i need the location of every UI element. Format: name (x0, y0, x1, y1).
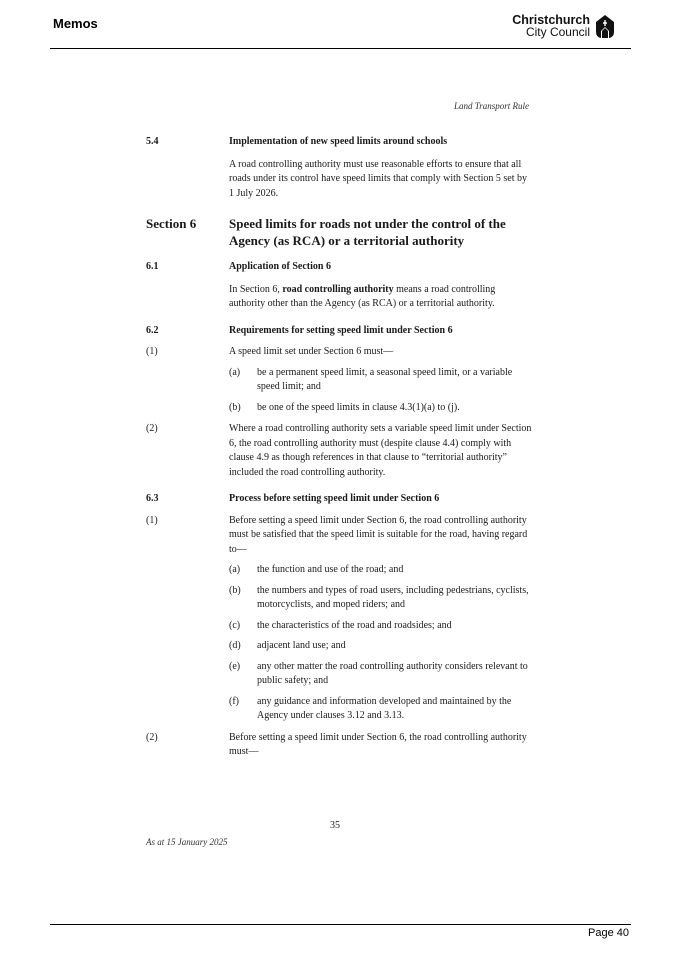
list-item (229, 366, 532, 395)
item-text: adjacent land use; and (257, 640, 346, 651)
item-label: (e) (229, 660, 241, 672)
clause-6-2-1 (146, 345, 532, 360)
clause-5-4-heading (146, 135, 532, 150)
item-label: (d) (229, 640, 241, 651)
list-item (229, 695, 532, 724)
text-run: means a road controlling authority other than the Agency (as RCA) or a territorial authority. (229, 283, 496, 309)
clause-6-3-heading (146, 492, 532, 507)
clause-text (229, 283, 532, 312)
subclause-number: (2) (146, 731, 158, 743)
clause-6-1-text (146, 283, 532, 312)
item-text: the numbers and types of road users, including pedestrians, cyclists, motorcyclists, and moped riders; and (257, 584, 529, 610)
subclause-number: (1) (146, 514, 158, 526)
item-text: any other matter the road controlling authority considers relevant to public safety; and (257, 660, 528, 686)
clause-5-4-text (146, 158, 532, 202)
defined-term: road controlling authority (282, 283, 394, 295)
council-logo (512, 14, 617, 40)
list-item (229, 563, 532, 578)
clause-number: 6.2 (146, 324, 159, 336)
item-label: (b) (229, 401, 241, 413)
logo-line-2: City Council (525, 25, 590, 39)
subclause-number: (2) (146, 423, 158, 434)
item-text: be a permanent speed limit, a seasonal speed limit, or a variable speed limit; and (257, 366, 513, 392)
item-label: (f) (229, 695, 239, 707)
page-number: Page 40 (588, 927, 629, 939)
item-text: be one of the speed limits in clause 4.3(1)(a) to (j). (257, 401, 460, 413)
running-head: Land Transport Rule (453, 101, 529, 111)
list-item (229, 401, 532, 416)
clause-heading: Application of Section 6 (229, 261, 331, 272)
document-body (146, 135, 532, 760)
clause-number: 6.3 (146, 493, 159, 504)
list-item (229, 639, 532, 654)
logo-line-1: Christchurch (512, 13, 590, 27)
section-6-heading (146, 215, 532, 249)
clause-heading: Implementation of new speed limits around schools (229, 136, 448, 147)
subclause-number: (1) (146, 346, 158, 357)
clause-6-2-heading (146, 324, 532, 339)
item-label: (b) (229, 584, 241, 596)
item-text: the function and use of the road; and (257, 564, 404, 575)
item-label: (a) (229, 564, 241, 575)
item-label: (a) (229, 366, 241, 378)
clause-6-1-heading (146, 260, 532, 275)
item-text: the characteristics of the road and roadsides; and (257, 619, 452, 631)
list-item (229, 619, 532, 634)
as-at-date: As at 15 January 2025 (146, 837, 228, 847)
clause-6-3-1 (146, 514, 532, 558)
clause-number: 6.1 (146, 261, 159, 272)
clause-heading: Process before setting speed limit under Section 6 (229, 493, 440, 504)
cathedral-logo-icon (593, 14, 617, 40)
subclause-text: Before setting a speed limit under Section 6, the road controlling authority must be satisfied that the speed limit is suitable for the road, having regard to— (229, 514, 528, 555)
clause-heading: Requirements for setting speed limit under Section 6 (229, 324, 453, 336)
text-run: In Section 6, (229, 283, 283, 295)
document-folio: 35 (330, 820, 340, 831)
item-label: (c) (229, 619, 241, 631)
clause-number: 5.4 (146, 136, 159, 147)
memo-header-title: Memos (53, 16, 98, 31)
clause-6-2-2 (146, 422, 532, 480)
section-title: Speed limits for roads not under the control of the Agency (as RCA) or a territorial authority (229, 216, 506, 248)
subclause-text: Where a road controlling authority sets a variable speed limit under Section 6, the road controlling authority must (despite clause 4.4) comply with clause 4.9 as though references in that clause to “territorial authority” included the road controlling authority. (229, 423, 532, 478)
list-item (229, 584, 532, 613)
clause-6-3-2 (146, 731, 532, 760)
header-rule (50, 48, 631, 49)
section-number: Section 6 (146, 216, 197, 231)
footer-rule (50, 924, 631, 925)
subclause-text: A speed limit set under Section 6 must— (229, 346, 394, 357)
list-item (229, 660, 532, 689)
item-text: any guidance and information developed and maintained by the Agency under clauses 3.12 and 3.13. (257, 695, 512, 721)
subclause-text: Before setting a speed limit under Section 6, the road controlling authority must— (229, 731, 527, 757)
clause-text: A road controlling authority must use reasonable efforts to ensure that all roads under its control have speed limits that comply with Section 5 set by 1 July 2026. (229, 158, 528, 199)
